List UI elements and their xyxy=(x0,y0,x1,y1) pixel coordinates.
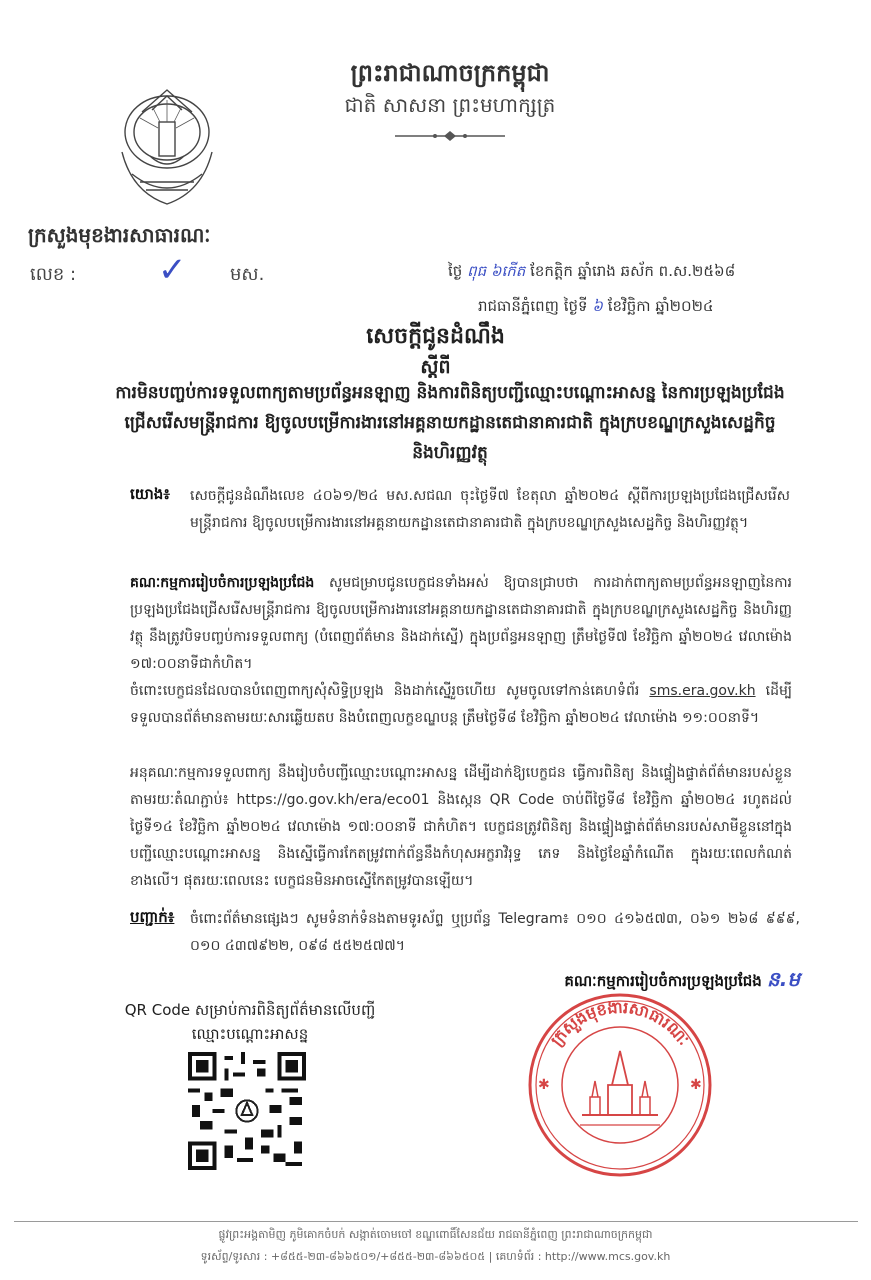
sms-link[interactable]: sms.era.gov.kh xyxy=(649,683,756,699)
svg-text:ក្រសួងមុខងារសាធារណៈ xyxy=(547,998,694,1050)
lunar-date-rest: ខែកត្តិក ឆ្នាំរោង ឆស័ក ព.ស.២៥៦៨ xyxy=(530,262,736,280)
royal-arms-emblem xyxy=(112,82,222,217)
eco01-link[interactable]: https://go.gov.kh/era/eco01 xyxy=(236,792,430,808)
document-subject: ការមិនបញ្ចប់ការទទួលពាក្យតាមប្រព័ន្ធអនឡាញ និងការពិនិត្យបញ្ជីឈ្មោះបណ្តោះអាសន្ន នៃការប្រឡងប្រជែងជ្រើសរើសមន្ត្រីរាជការ ឱ្យចូលបម្រើការងារនៅអគ្គនាយកដ្ឋានតេជានាគារជាតិ ក្នុងក្របខណ្ឌក្រសួងសេដ្ឋកិច្ច និងហិរញ្ញវត្ថុ xyxy=(115,383,785,463)
reference-paragraph-label: យោង៖ xyxy=(130,485,170,503)
qr-caption: QR Code សម្រាប់ការពិនិត្យព័ត៌មានលើបញ្ជីឈ្មោះបណ្តោះអាសន្ន xyxy=(124,1001,376,1043)
lunar-date xyxy=(448,262,788,284)
paragraph-1-text: សូមជម្រាបជូនបេក្ខជនទាំងអស់ ឱ្យបានជ្រាបថា ការដាក់ពាក្យតាមប្រព័ន្ធអនឡាញនៃការប្រឡងប្រជែងជ្រើសរើសមន្ត្រីរាជការ ឱ្យចូលបម្រើការងារនៅអគ្គនាយកដ្ឋានតេជានាគារជាតិ ក្នុងក្របខណ្ឌក្រសួងសេដ្ឋកិច្ច និងហិរញ្ញវត្ថុ នឹងត្រូវបិទបញ្ចប់ការទទួលពាក្យ (បំពេញព័ត៌មាន និងដាក់ស្នើ) ក្នុងប្រព័ន្ធអនឡាញ ត្រឹមថ្ងៃទី៧ ខែវិច្ឆិកា ឆ្នាំ២០២៤ វេលាម៉ោង ១៧:០០នាទីជាកំហិត។ xyxy=(130,575,792,672)
official-seal xyxy=(520,985,720,1185)
lunar-date-handwritten: ពុធ ៦កើត xyxy=(467,262,526,280)
paragraph-3 xyxy=(130,760,792,895)
reference-code: មស. xyxy=(230,264,265,285)
signer-title: គណៈកម្មការរៀបចំការប្រឡងប្រជែង xyxy=(564,972,762,990)
note-label: បញ្ជាក់៖ xyxy=(130,908,175,926)
ornament-divider xyxy=(395,130,505,142)
paragraph-2-before: ចំពោះបេក្ខជនដែលបានបំពេញពាក្យសុំសិទ្ធិប្រឡង និងដាក់ស្នើរួចហើយ សូមចូលទៅកាន់គេហទំព័រ xyxy=(130,683,640,699)
reference-label: លេខ : xyxy=(30,264,77,285)
paragraph-2 xyxy=(130,678,792,732)
solar-date xyxy=(478,297,798,319)
paragraph-3-before: អនុគណៈកម្មការទទួលពាក្យ នឹងរៀបចំបញ្ជីឈ្មោះបណ្តោះអាសន្ន ដើម្បីដាក់ឱ្យបេក្ខជន ធ្វើការពិនិត្យ និងផ្ទៀងផ្ទាត់ព័ត៌មានរបស់ខ្លួន តាមរយៈតំណភ្ជាប់៖ xyxy=(130,765,792,808)
qr-code[interactable] xyxy=(188,1052,306,1170)
kingdom-heading: ព្រះរាជាណាចក្រកម្ពុជា xyxy=(350,59,550,87)
footer-contact: ទូរស័ព្ទ/ទូរសារ : +៨៥៥-២៣-៨៦៦៥០១/+៨៥៥-២៣-៨៦៦៥០៥ | គេហទំព័រ : http://www.mcs.gov.kh xyxy=(200,1250,671,1263)
footer-divider xyxy=(14,1221,858,1222)
svg-text:✱: ✱ xyxy=(690,1077,702,1093)
reference-paragraph: សេចក្តីជូនដំណឹងលេខ ៤០៦១/២៤ មស.សជណ ចុះថ្ងៃទី៧ ខែតុលា ឆ្នាំ២០២៤ ស្តីពីការប្រឡងប្រជែងជ្រើសរើសមន្ត្រីរាជការ ឱ្យចូលបម្រើការងារនៅអគ្គនាយកដ្ឋានតេជានាគារជាតិ ក្នុងក្របខណ្ឌក្រសួងសេដ្ឋកិច្ច និងហិរញ្ញវត្ថុ។ xyxy=(190,488,790,531)
paragraph-3-after: និងស្កេន QR Code ចាប់ពីថ្ងៃទី៨ ខែវិច្ឆិកា ឆ្នាំ២០២៤ រហូតដល់ថ្ងៃទី១៤ ខែវិច្ឆិកា ឆ្នាំ២០២៤ វេលាម៉ោង ១៧:០០នាទី ជាកំហិត។ បេក្ខជនត្រូវពិនិត្យ និងផ្ទៀងផ្ទាត់ព័ត៌មានរបស់សាមីខ្លួននៅក្នុងបញ្ជីឈ្មោះបណ្តោះអាសន្ន និងស្នើធ្វើការកែតម្រូវពាក់ព័ន្ធនឹងកំហុសអក្ខរាវិរុទ្ធ ភេទ និងថ្ងៃខែឆ្នាំកំណើត ក្នុងរយៈពេលកំណត់ខាងលើ។ ផុតរយៈពេលនេះ បេក្ខជនមិនអាចស្នើកែតម្រូវបានឡើយ។ xyxy=(130,792,793,889)
document-about: ស្តីពី xyxy=(420,356,451,378)
national-motto: ជាតិ សាសនា ព្រះមហាក្សត្រ xyxy=(344,93,556,117)
reference-handwritten-mark: ✓ xyxy=(158,250,187,290)
svg-text:✱: ✱ xyxy=(538,1077,550,1093)
seal-text: ក្រសួងមុខងារសាធារណៈ xyxy=(546,997,694,1050)
note-text: ចំពោះព័ត៌មានផ្សេងៗ សូមទំនាក់ទំនងតាមទូរស័ព្ទ ឬប្រព័ន្ធ Telegram៖ ០១០ ៤១៦៥៧៣, ០៦១ ២៦៨ ៩៩៩, ០១០ ៤៣៧៩២២, ០៩៨ ៥៥២៥៧៧។ xyxy=(190,911,800,954)
paragraph-2-after: ដើម្បីទទួលបានព័ត៌មានតាមរយៈសារឆ្លើយតប និងបំពេញលក្ខខណ្ឌបន្ត ត្រឹមថ្ងៃទី៨ ខែវិច្ឆិកា ឆ្នាំ២០២៤ វេលាម៉ោង ១១:០០នាទី។ xyxy=(130,683,793,726)
solar-date-handwritten: ៦ xyxy=(592,297,603,315)
committee-lead: គណៈកម្មការរៀបចំការប្រឡងប្រជែង xyxy=(130,575,315,591)
solar-date-rest: ខែវិច្ឆិកា ឆ្នាំ២០២៤ xyxy=(607,297,714,315)
footer-address: ផ្លូវព្រះអង្គតាមិញ ភូមិគោកចំបក់ សង្កាត់ចោមចៅ ខណ្ឌពោធិ៍សែនជ័យ រាជធានីភ្នំពេញ ព្រះរាជាណាចក្រកម្ពុជា xyxy=(218,1228,653,1241)
paragraph-1 xyxy=(130,570,792,678)
solar-date-prefix: រាជធានីភ្នំពេញ ថ្ងៃទី xyxy=(478,297,588,315)
ministry-name: ក្រសួងមុខងារសាធារណៈ xyxy=(28,223,211,247)
signature-initials: ន.ម xyxy=(767,967,800,991)
document-title: សេចក្តីជូនដំណឹង xyxy=(366,324,505,349)
lunar-date-prefix: ថ្ងៃ xyxy=(448,262,463,280)
